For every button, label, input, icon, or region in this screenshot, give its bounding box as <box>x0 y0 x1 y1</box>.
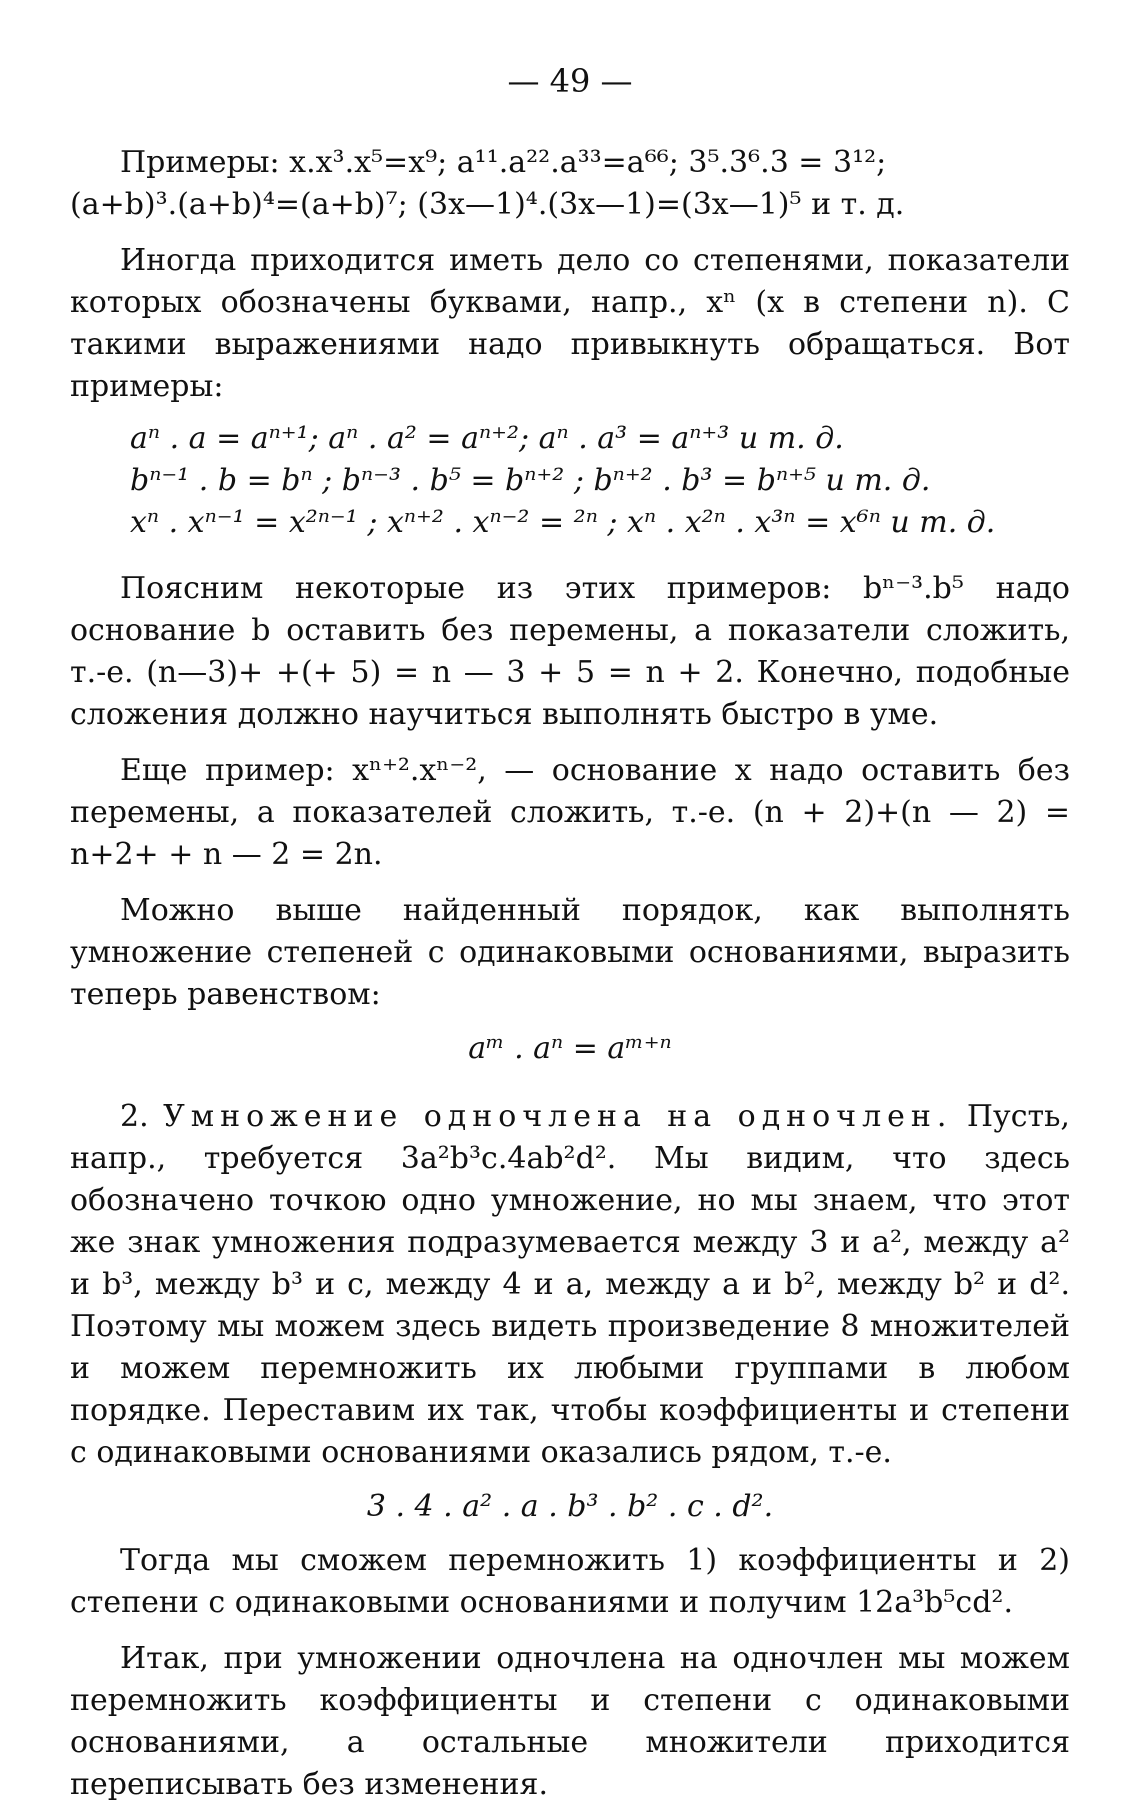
paragraph-rule: Можно выше найденный порядок, как выполнять умножение степеней с одинаковыми основаниями, выразить теперь равенством: <box>70 893 1070 1012</box>
formula-line: bⁿ⁻¹ . b = bⁿ ; bⁿ⁻³ . b⁵ = bⁿ⁺² ; bⁿ⁺² . b³ = bⁿ⁺⁵ и т. д. <box>130 463 931 498</box>
rule-formula: aᵐ . aⁿ = aᵐ⁺ⁿ <box>468 1031 672 1066</box>
product-formula: 3 . 4 . a² . a . b³ . b² . c . d². <box>366 1489 774 1524</box>
paragraph-then: Тогда мы сможем перемножить 1) коэффициенты и 2) степени с одинаковыми основаниями и получим 12a³b⁵cd². <box>70 1543 1070 1620</box>
examples-line-1: Примеры: x.x³.x⁵=x⁹; a¹¹.a²².a³³=a⁶⁶; 3⁵.3⁶.3 = 3¹²; <box>120 145 887 180</box>
page-number: — 49 — <box>507 62 633 100</box>
section-text: Пусть, напр., требуется 3a²b³c.4ab²d². Мы видим, что здесь обозначено точкою одно умножение, но мы знаем, что этот же знак умножения подразумевается между 3 и a², между a² и b³, между b³ и c, между 4 и a, между a и b², между b² и d². Поэтому мы можем здесь видеть произведение 8 множителей и можем перемножить их любыми группами в любом порядке. Переставим их так, чтобы коэффициенты и степени с одинаковыми основаниями оказались рядом, т.-е. <box>70 1099 1070 1470</box>
paragraph-conclusion: Итак, при умножении одночлена на одночлен мы можем перемножить коэффициенты и степени с одинаковыми основаниями, а остальные множители приходится переписывать без изменения. <box>70 1641 1070 1802</box>
formula-examples <box>130 418 1070 544</box>
paragraph-explanation: Поясним некоторые из этих примеров: bⁿ⁻³.b⁵ надо основание b оставить без перемены, а показатели сложить, т.-е. (n—3)+ +(+ 5) = n — 3 + 5 = n + 2. Конечно, подобные сложения должно научиться выполнять быстро в уме. <box>70 571 1070 732</box>
section-title: Умножение одночлена на одночлен. <box>163 1099 953 1134</box>
section-number: 2. <box>120 1099 149 1134</box>
formula-line: aⁿ . a = aⁿ⁺¹; aⁿ . a² = aⁿ⁺²; aⁿ . a³ = aⁿ⁺³ и т. д. <box>130 421 844 456</box>
examples-line-2: (a+b)³.(a+b)⁴=(a+b)⁷; (3x—1)⁴.(3x—1)=(3x—1)⁵ и т. д. <box>70 187 905 222</box>
paragraph-example-2: Еще пример: xⁿ⁺².xⁿ⁻², — основание x надо оставить без перемены, а показателей сложить, т.-е. (n + 2)+(n — 2) = n+2+ + n — 2 = 2n. <box>70 753 1070 872</box>
document-page <box>70 60 1070 1806</box>
paragraph-letter-exponents: Иногда приходится иметь дело со степенями, показатели которых обозначены буквами, напр., xⁿ (x в степени n). С такими выражениями надо привыкнуть обращаться. Вот примеры: <box>70 243 1070 404</box>
formula-line: xⁿ . xⁿ⁻¹ = x²ⁿ⁻¹ ; xⁿ⁺² . xⁿ⁻² = ²ⁿ ; xⁿ . x²ⁿ . x³ⁿ = x⁶ⁿ и т. д. <box>130 505 996 540</box>
section-2 <box>70 1096 1070 1474</box>
